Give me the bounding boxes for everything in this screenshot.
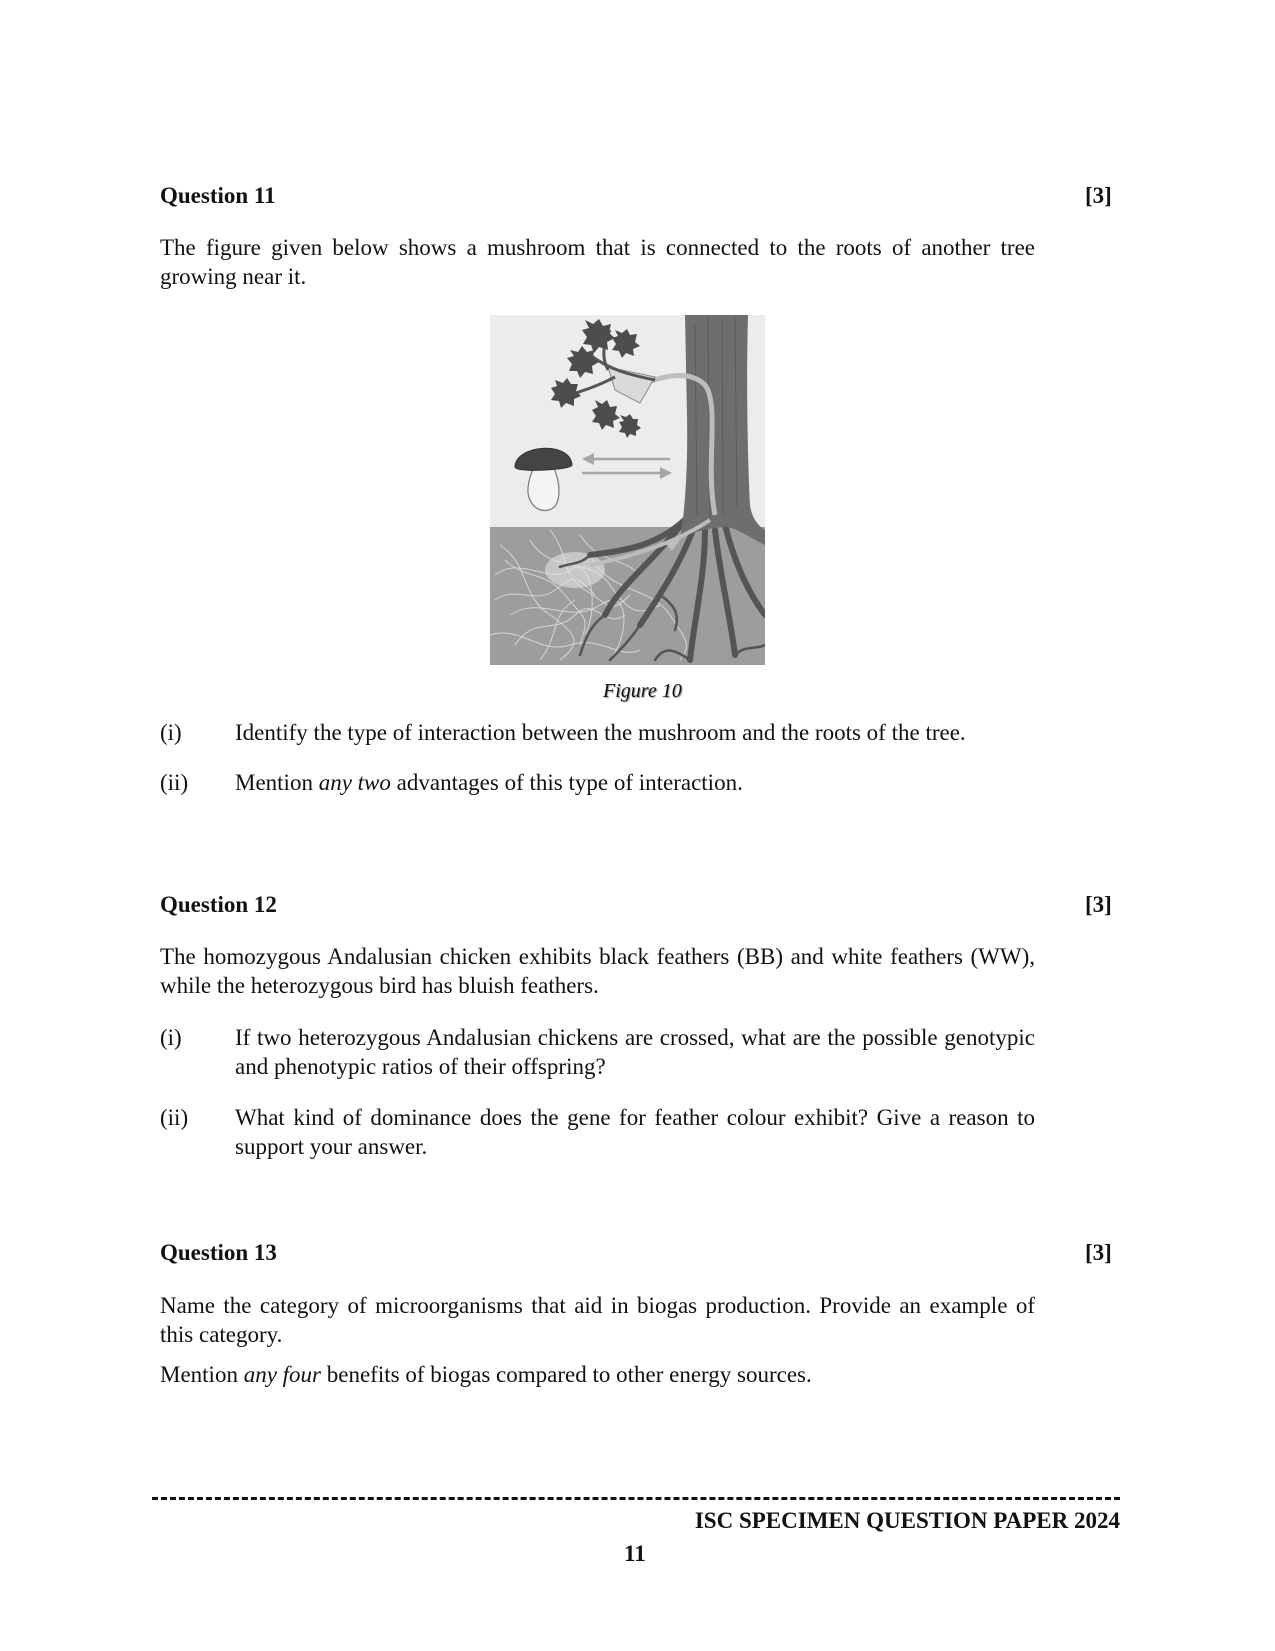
mycorrhiza-figure xyxy=(490,315,765,665)
mycorrhiza-illustration xyxy=(490,315,765,665)
question-12-part-i xyxy=(160,1023,1035,1081)
part-number: (ii) xyxy=(160,1105,189,1130)
part-number: (i) xyxy=(160,720,182,745)
text-segment: benefits of biogas compared to other energy sources. xyxy=(321,1362,812,1387)
footer-title: ISC SPECIMEN QUESTION PAPER 2024 xyxy=(694,1508,1120,1533)
question-11-part-i xyxy=(160,718,1035,747)
figure-caption: Figure 10 xyxy=(603,680,682,702)
question-12-marks: [3] xyxy=(1085,892,1112,917)
page-number: 11 xyxy=(624,1541,646,1566)
part-text: Identify the type of interaction between the mushroom and the roots of the tree. xyxy=(235,720,966,745)
part-number: (i) xyxy=(160,1025,182,1050)
question-11-title: Question 11 xyxy=(160,183,276,208)
question-11-marks: [3] xyxy=(1085,183,1112,208)
question-13-line-1: Name the category of microorganisms that aid in biogas production. Provide an example of this category. xyxy=(160,1293,1035,1347)
question-13-title: Question 13 xyxy=(160,1240,277,1265)
question-11-intro: The figure given below shows a mushroom that is connected to the roots of another tree growing near it. xyxy=(160,235,1035,289)
part-text: What kind of dominance does the gene for feather colour exhibit? Give a reason to support your answer. xyxy=(235,1105,1035,1159)
question-13-line-2 xyxy=(160,1360,1035,1389)
question-11-part-ii xyxy=(160,768,1035,797)
question-13-marks: [3] xyxy=(1085,1240,1112,1265)
part-number: (ii) xyxy=(160,770,189,795)
text-segment: Mention xyxy=(235,770,319,795)
question-12-intro: The homozygous Andalusian chicken exhibits black feathers (BB) and white feathers (WW), while the heterozygous bird has bluish feathers. xyxy=(160,944,1035,998)
text-segment: Mention xyxy=(160,1362,244,1387)
footer-divider xyxy=(152,1497,1120,1500)
emphasis-text: any two xyxy=(318,770,391,795)
part-text xyxy=(235,768,1035,797)
question-12-part-ii xyxy=(160,1103,1035,1161)
part-text: If two heterozygous Andalusian chickens are crossed, what are the possible genotypic and phenotypic ratios of their offspring? xyxy=(235,1025,1035,1079)
emphasis-text: any four xyxy=(243,1362,322,1387)
text-segment: advantages of this type of interaction. xyxy=(390,770,743,795)
question-12-title: Question 12 xyxy=(160,892,277,917)
